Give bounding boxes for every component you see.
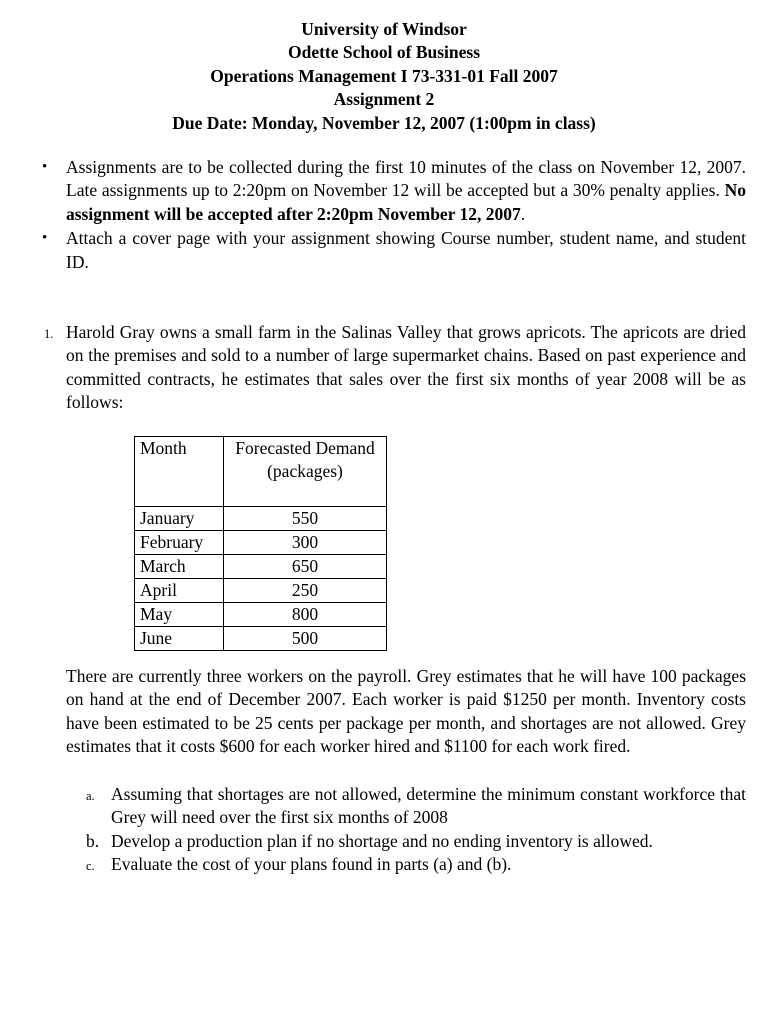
header-month: Month xyxy=(135,437,224,507)
part-a xyxy=(86,783,746,830)
instruction-end: . xyxy=(520,203,526,224)
cell-month: March xyxy=(135,555,224,579)
part-text: Develop a production plan if no shortage and no ending inventory is allowed. xyxy=(111,830,653,851)
part-label: b. xyxy=(86,830,100,851)
school-name: Odette School of Business xyxy=(287,42,481,63)
university-name: University of Windsor xyxy=(301,19,467,39)
cell-demand: 500 xyxy=(224,627,387,651)
part-b xyxy=(86,830,746,853)
instruction-text: Attach a cover page with your assignment showing Course number, student name, and student ID. xyxy=(66,228,746,272)
bullet-icon: • xyxy=(42,230,48,247)
cell-demand: 250 xyxy=(224,579,387,603)
question-number: 1. xyxy=(44,327,54,341)
question-parts xyxy=(86,783,746,877)
problem-description: There are currently three workers on the payroll. Grey estimates that he will have 100 packages on hand at the end of December 2007. Each worker is paid $1250 per month. Inventory costs have been estimated to be 25 cents per package per month, and shortages are not allowed. Grey estimates that it costs $600 for each worker hired and $1100 for each work fired. xyxy=(66,666,746,757)
part-text: Evaluate the cost of your plans found in parts (a) and (b). xyxy=(111,854,512,875)
cell-month: June xyxy=(135,627,224,651)
table-row xyxy=(135,627,387,651)
demand-table xyxy=(134,436,387,651)
header-demand: Forecasted Demand (packages) xyxy=(224,437,387,507)
cell-month: May xyxy=(135,603,224,627)
cell-demand: 550 xyxy=(224,507,387,531)
cell-month: January xyxy=(135,507,224,531)
table-row xyxy=(135,603,387,627)
table-row xyxy=(135,579,387,603)
part-label: c. xyxy=(86,859,95,874)
cell-demand: 650 xyxy=(224,555,387,579)
instruction-item xyxy=(40,156,746,226)
table-header-row xyxy=(135,437,387,507)
due-date: Due Date: Monday, November 12, 2007 (1:00pm in class) xyxy=(172,112,596,133)
instruction-bold-text: No assignment will be accepted after 2:20pm November 12, 2007 xyxy=(66,180,746,224)
table-row xyxy=(135,531,387,555)
question-text: Harold Gray owns a small farm in the Salinas Valley that grows apricots. The apricots are dried on the premises and sold to a number of large supermarket chains. Based on past experience and committed contracts, he estimates that sales over the first six months of year 2008 will be as follows: xyxy=(66,322,746,413)
assignment-title: Assignment 2 xyxy=(333,89,435,110)
instruction-text: Assignments are to be collected during the first 10 minutes of the class on November 12, 2007. Late assignments up to 2:20pm on November 12 will be accepted but a 30% penalty applies. xyxy=(66,157,746,201)
part-label: a. xyxy=(86,789,95,803)
table-row xyxy=(135,555,387,579)
instructions-list xyxy=(40,156,746,274)
cell-month: April xyxy=(135,579,224,603)
table-row xyxy=(135,507,387,531)
part-c xyxy=(86,853,746,876)
cell-demand: 300 xyxy=(224,531,387,555)
part-text: Assuming that shortages are not allowed, determine the minimum constant workforce that Grey will need over the first six months of 2008 xyxy=(111,784,746,828)
instruction-item xyxy=(40,227,746,274)
cell-demand: 800 xyxy=(224,603,387,627)
bullet-icon: • xyxy=(42,159,48,175)
cell-month: February xyxy=(135,531,224,555)
question-1 xyxy=(40,321,746,415)
document-header xyxy=(0,18,768,135)
course-title: Operations Management I 73-331-01 Fall 2007 xyxy=(210,65,558,86)
